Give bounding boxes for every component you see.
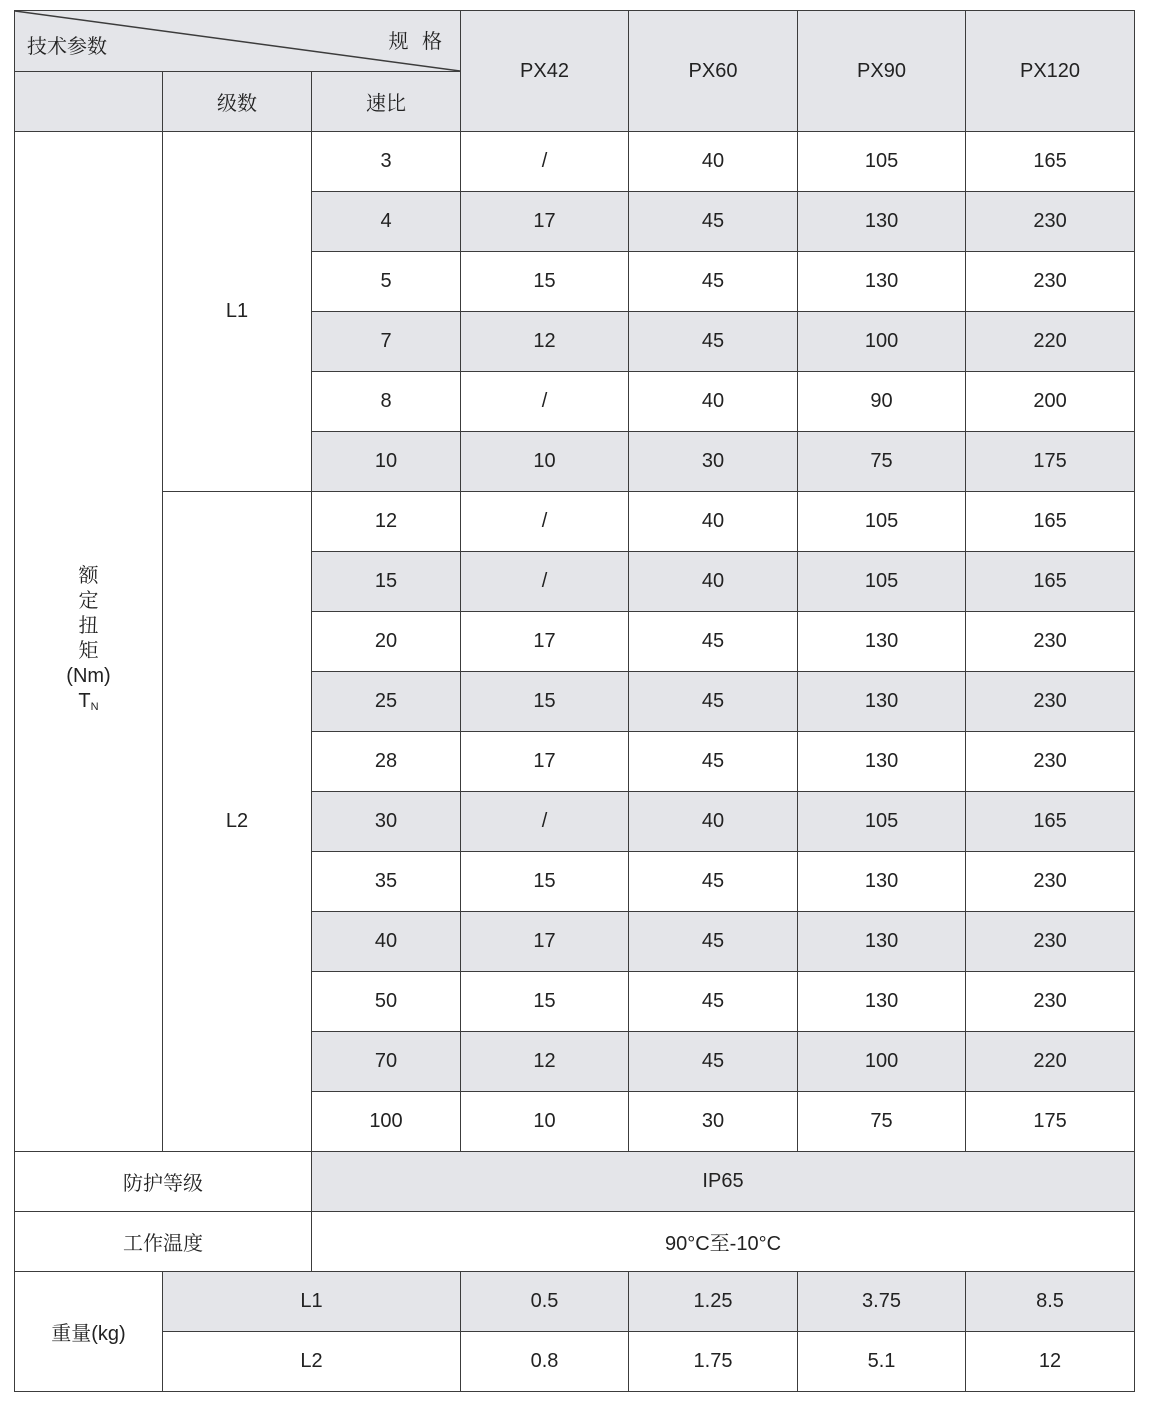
protection-row xyxy=(15,1152,1135,1212)
torque-value-cell: 130 xyxy=(798,912,966,972)
weight-row xyxy=(15,1332,1135,1392)
torque-value-cell: 17 xyxy=(461,732,629,792)
torque-value-cell: 45 xyxy=(629,252,798,312)
ratio-cell: 50 xyxy=(312,972,461,1032)
torque-value-cell: / xyxy=(461,792,629,852)
weight-row xyxy=(15,1272,1135,1332)
torque-symbol-letter: T xyxy=(78,689,91,712)
torque-value-cell: 17 xyxy=(461,912,629,972)
ratio-cell: 12 xyxy=(312,492,461,552)
torque-value-cell: 90 xyxy=(798,372,966,432)
ratio-cell: 20 xyxy=(312,612,461,672)
torque-value-cell: 30 xyxy=(629,1092,798,1152)
torque-value-cell: 12 xyxy=(461,1032,629,1092)
temperature-value: 90°C至-10°C xyxy=(312,1212,1135,1272)
torque-row xyxy=(15,492,1135,552)
torque-value-cell: / xyxy=(461,372,629,432)
torque-value-cell: 45 xyxy=(629,972,798,1032)
torque-value-cell: 200 xyxy=(966,372,1135,432)
torque-symbol xyxy=(15,689,162,720)
corner-params-label: 技术参数 xyxy=(27,36,107,58)
weight-value-cell: 5.1 xyxy=(798,1332,966,1392)
weight-stage-cell: L2 xyxy=(163,1332,461,1392)
ratio-cell: 25 xyxy=(312,672,461,732)
torque-value-cell: 165 xyxy=(966,492,1135,552)
torque-value-cell: 230 xyxy=(966,252,1135,312)
protection-value: IP65 xyxy=(312,1152,1135,1212)
torque-value-cell: 40 xyxy=(629,792,798,852)
torque-value-cell: 45 xyxy=(629,732,798,792)
ratio-cell: 15 xyxy=(312,552,461,612)
torque-value-cell: 130 xyxy=(798,612,966,672)
model-header-px120: PX120 xyxy=(966,11,1135,132)
ratio-cell: 7 xyxy=(312,312,461,372)
ratio-cell: 8 xyxy=(312,372,461,432)
torque-unit: (Nm) xyxy=(66,664,111,687)
ratio-cell: 4 xyxy=(312,192,461,252)
torque-value-cell: / xyxy=(461,552,629,612)
torque-value-cell: 75 xyxy=(798,1092,966,1152)
torque-label-char: 额 xyxy=(78,564,99,587)
torque-value-cell: 230 xyxy=(966,672,1135,732)
ratio-cell: 5 xyxy=(312,252,461,312)
torque-label-char: 矩 xyxy=(78,639,99,662)
torque-value-cell: 45 xyxy=(629,852,798,912)
torque-value-cell: 230 xyxy=(966,912,1135,972)
torque-value-cell: 100 xyxy=(798,1032,966,1092)
torque-value-cell: 17 xyxy=(461,612,629,672)
torque-value-cell: 40 xyxy=(629,552,798,612)
torque-value-cell: / xyxy=(461,492,629,552)
torque-value-cell: 220 xyxy=(966,1032,1135,1092)
torque-value-cell: 175 xyxy=(966,432,1135,492)
torque-value-cell: 15 xyxy=(461,972,629,1032)
torque-value-cell: 130 xyxy=(798,672,966,732)
weight-value-cell: 0.5 xyxy=(461,1272,629,1332)
ratio-cell: 70 xyxy=(312,1032,461,1092)
torque-value-cell: 10 xyxy=(461,1092,629,1152)
stage-header: 级数 xyxy=(163,72,312,132)
ratio-cell: 100 xyxy=(312,1092,461,1152)
torque-value-cell: 40 xyxy=(629,492,798,552)
torque-value-cell: 45 xyxy=(629,672,798,732)
ratio-cell: 28 xyxy=(312,732,461,792)
ratio-cell: 3 xyxy=(312,132,461,192)
weight-value-cell: 0.8 xyxy=(461,1332,629,1392)
ratio-cell: 40 xyxy=(312,912,461,972)
header-corner-cell xyxy=(15,11,461,72)
torque-value-cell: 45 xyxy=(629,312,798,372)
weight-value-cell: 3.75 xyxy=(798,1272,966,1332)
stage-cell: L2 xyxy=(163,492,312,1152)
torque-value-cell: / xyxy=(461,132,629,192)
torque-value-cell: 130 xyxy=(798,732,966,792)
torque-value-cell: 175 xyxy=(966,1092,1135,1152)
weight-value-cell: 1.25 xyxy=(629,1272,798,1332)
torque-value-cell: 40 xyxy=(629,372,798,432)
spec-table xyxy=(14,10,1135,1392)
torque-value-cell: 40 xyxy=(629,132,798,192)
header-blank-cell xyxy=(15,72,163,132)
torque-label-cell xyxy=(15,132,163,1152)
model-header-px60: PX60 xyxy=(629,11,798,132)
torque-value-cell: 17 xyxy=(461,192,629,252)
torque-value-cell: 130 xyxy=(798,972,966,1032)
temperature-label: 工作温度 xyxy=(15,1212,312,1272)
weight-value-cell: 1.75 xyxy=(629,1332,798,1392)
weight-value-cell: 8.5 xyxy=(966,1272,1135,1332)
model-header-px42: PX42 xyxy=(461,11,629,132)
torque-value-cell: 15 xyxy=(461,852,629,912)
torque-value-cell: 105 xyxy=(798,132,966,192)
ratio-header: 速比 xyxy=(312,72,461,132)
torque-value-cell: 230 xyxy=(966,852,1135,912)
torque-value-cell: 130 xyxy=(798,852,966,912)
torque-symbol-sub: N xyxy=(90,700,99,713)
torque-value-cell: 100 xyxy=(798,312,966,372)
torque-value-cell: 105 xyxy=(798,492,966,552)
ratio-cell: 30 xyxy=(312,792,461,852)
torque-value-cell: 15 xyxy=(461,252,629,312)
torque-value-cell: 165 xyxy=(966,552,1135,612)
weight-value-cell: 12 xyxy=(966,1332,1135,1392)
torque-value-cell: 105 xyxy=(798,792,966,852)
torque-value-cell: 165 xyxy=(966,792,1135,852)
protection-label: 防护等级 xyxy=(15,1152,312,1212)
torque-value-cell: 220 xyxy=(966,312,1135,372)
torque-value-cell: 10 xyxy=(461,432,629,492)
torque-value-cell: 105 xyxy=(798,552,966,612)
torque-value-cell: 230 xyxy=(966,192,1135,252)
torque-value-cell: 45 xyxy=(629,912,798,972)
torque-value-cell: 45 xyxy=(629,612,798,672)
torque-label-char: 扭 xyxy=(78,614,99,637)
torque-value-cell: 12 xyxy=(461,312,629,372)
model-header-px90: PX90 xyxy=(798,11,966,132)
torque-value-cell: 45 xyxy=(629,192,798,252)
torque-row xyxy=(15,132,1135,192)
corner-spec-label: 规 格 xyxy=(388,31,447,53)
temperature-row xyxy=(15,1212,1135,1272)
torque-value-cell: 165 xyxy=(966,132,1135,192)
torque-label-char: 定 xyxy=(78,589,99,612)
weight-stage-cell: L1 xyxy=(163,1272,461,1332)
torque-value-cell: 45 xyxy=(629,1032,798,1092)
torque-value-cell: 130 xyxy=(798,192,966,252)
weight-label: 重量(kg) xyxy=(15,1272,163,1392)
torque-value-cell: 230 xyxy=(966,732,1135,792)
torque-value-cell: 230 xyxy=(966,972,1135,1032)
torque-value-cell: 15 xyxy=(461,672,629,732)
torque-value-cell: 30 xyxy=(629,432,798,492)
torque-value-cell: 130 xyxy=(798,252,966,312)
stage-cell: L1 xyxy=(163,132,312,492)
torque-value-cell: 230 xyxy=(966,612,1135,672)
ratio-cell: 35 xyxy=(312,852,461,912)
torque-value-cell: 75 xyxy=(798,432,966,492)
ratio-cell: 10 xyxy=(312,432,461,492)
